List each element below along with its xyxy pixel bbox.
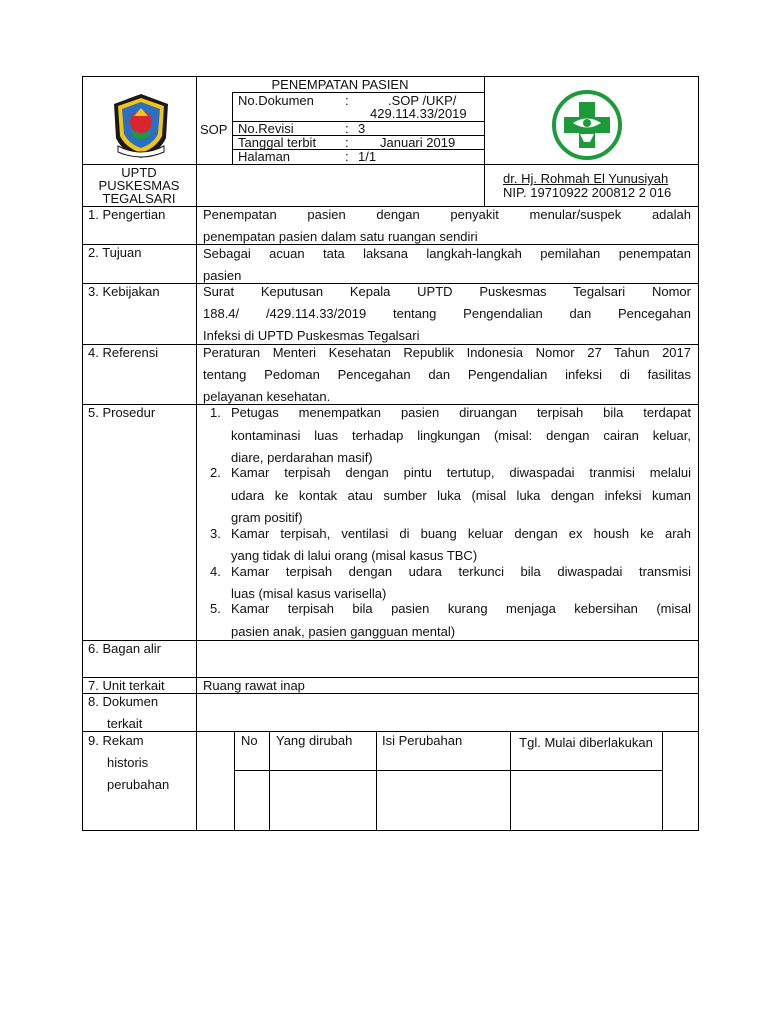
rule-header-right xyxy=(484,76,485,206)
rule-hist-3 xyxy=(376,731,377,830)
section-label-kebijakan: 3. Kebijakan xyxy=(88,284,160,299)
meta-value-halaman: 1/1 xyxy=(358,149,377,164)
section-label-unit: 7. Unit terkait xyxy=(88,678,165,693)
section-label-prosedur: 5. Prosedur xyxy=(88,405,156,420)
signer-nip: NIP. 19710922 200812 2 016 xyxy=(503,185,672,200)
history-header-no: No xyxy=(241,733,258,748)
meta-value-tanggal: Januari 2019 xyxy=(380,135,456,150)
prosedur-item-3-line-1: Kamar terpisah, ventilasi di buang keluar dengan ex housh ke arah xyxy=(231,526,691,541)
rule-row-8 xyxy=(82,693,699,694)
meta-colon: : xyxy=(345,121,349,136)
meta-colon: : xyxy=(345,149,349,164)
meta-colon: : xyxy=(345,93,349,108)
rule-sop-col xyxy=(232,92,233,164)
meta-colon: : xyxy=(345,135,349,150)
pengertian-line-2: penempatan pasien dalam satu ruangan sendiri xyxy=(203,229,478,244)
section-label-bagan: 6. Bagan alir xyxy=(88,641,161,656)
org-line-1: UPTD xyxy=(121,165,157,180)
meta-label-halaman: Halaman xyxy=(238,149,291,164)
document-title: PENEMPATAN PASIEN xyxy=(271,77,409,92)
section-label-dokumen-2: terkait xyxy=(107,716,143,731)
rule-label-col xyxy=(196,76,197,830)
signer-name: dr. Hj. Rohmah El Yunusiyah xyxy=(503,171,669,186)
rule-hist-2 xyxy=(269,731,270,830)
tujuan-line-1: Sebagai acuan tata laksana langkah-langkah pemilahan penempatan xyxy=(203,246,691,261)
meta-label-nodokumen: No.Dokumen xyxy=(238,93,314,108)
kebijakan-line-3: Infeksi di UPTD Puskesmas Tegalsari xyxy=(203,328,420,343)
kebijakan-line-2: 188.4/ /429.114.33/2019 tentang Pengendalian dan Pencegahan xyxy=(203,306,691,321)
meta-value-norevisi: 3 xyxy=(358,121,366,136)
referensi-line-2: tentang Pedoman Pencegahan dan Pengendalian infeksi di fasilitas xyxy=(203,367,691,382)
referensi-line-1: Peraturan Menteri Kesehatan Republik Indonesia Nomor 27 Tahun 2017 xyxy=(203,345,691,360)
referensi-line-3: pelayanan kesehatan. xyxy=(203,389,331,404)
tujuan-line-2: pasien xyxy=(203,268,242,283)
puskesmas-logo-icon xyxy=(550,90,624,160)
section-label-rekam-3: perubahan xyxy=(107,777,170,792)
org-line-2: PUSKESMAS xyxy=(98,178,180,193)
section-label-referensi: 4. Referensi xyxy=(88,345,159,360)
rule-hist-5 xyxy=(662,731,663,830)
regency-emblem-icon xyxy=(110,92,172,160)
kebijakan-line-1: Surat Keputusan Kepala UPTD Puskesmas Tegalsari Nomor xyxy=(203,284,691,299)
meta-label-tanggal: Tanggal terbit xyxy=(238,135,317,150)
rule-right xyxy=(698,76,699,830)
section-label-pengertian: 1. Pengertian xyxy=(88,207,166,222)
pengertian-line-1: Penempatan pasien dengan penyakit menular/suspek adalah xyxy=(203,207,691,222)
prosedur-item-2-line-2: udara ke kontak atau sumber luka (misal luka dengan infeksi kuman xyxy=(231,488,691,503)
section-label-tujuan: 2. Tujuan xyxy=(88,245,142,260)
rule-bottom xyxy=(82,830,699,831)
rule-hist-1 xyxy=(234,731,235,830)
prosedur-num: 2. xyxy=(210,465,221,480)
org-line-3: TEGALSARI xyxy=(102,191,176,206)
section-label-rekam-2: historis xyxy=(107,755,149,770)
meta-value-nodokumen: .SOP /UKP/ xyxy=(388,93,457,108)
rule-history-header xyxy=(234,770,662,771)
section-label-rekam: 9. Rekam xyxy=(88,733,144,748)
section-label-dokumen: 8. Dokumen xyxy=(88,694,159,709)
prosedur-item-5-line-2: pasien anak, pasien gangguan mental) xyxy=(231,624,456,639)
prosedur-item-2-line-3: gram positif) xyxy=(231,510,303,525)
history-header-isi-perubahan: Isi Perubahan xyxy=(382,733,463,748)
meta-value-nodokumen-2: 429.114.33/2019 xyxy=(370,106,467,121)
prosedur-item-5-line-1: Kamar terpisah bila pasien kurang menjaga kebersihan (misal xyxy=(231,601,691,616)
history-header-tgl-mulai: Tgl. Mulai diberlakukan xyxy=(519,735,653,750)
prosedur-item-1-line-2: kontaminasi luas terhadap lingkungan (misal: dengan cairan keluar, xyxy=(231,428,691,443)
prosedur-num: 4. xyxy=(210,564,221,579)
rule-header-bottom xyxy=(82,164,699,165)
prosedur-num: 1. xyxy=(210,405,221,420)
prosedur-num: 5. xyxy=(210,601,221,616)
sop-label: SOP xyxy=(200,122,228,137)
prosedur-item-4-line-1: Kamar terpisah dengan udara terkunci bila diwaspadai transmisi xyxy=(231,564,691,579)
meta-label-norevisi: No.Revisi xyxy=(238,121,294,136)
history-header-yang-dirubah: Yang dirubah xyxy=(276,733,353,748)
prosedur-num: 3. xyxy=(210,526,221,541)
prosedur-item-1-line-1: Petugas menempatkan pasien diruangan terpisah bila terdapat xyxy=(231,405,691,420)
prosedur-item-1-line-3: diare, perdarahan masif) xyxy=(231,450,373,465)
prosedur-item-3-line-2: yang tidak di lalui orang (misal kasus TBC) xyxy=(231,548,478,563)
rule-row-7 xyxy=(82,677,699,678)
prosedur-item-4-line-2: luas (misal kasus varisella) xyxy=(231,586,387,601)
unit-value: Ruang rawat inap xyxy=(203,678,305,693)
prosedur-item-2-line-1: Kamar terpisah dengan pintu tertutup, diwaspadai tranmisi melalui xyxy=(231,465,691,480)
